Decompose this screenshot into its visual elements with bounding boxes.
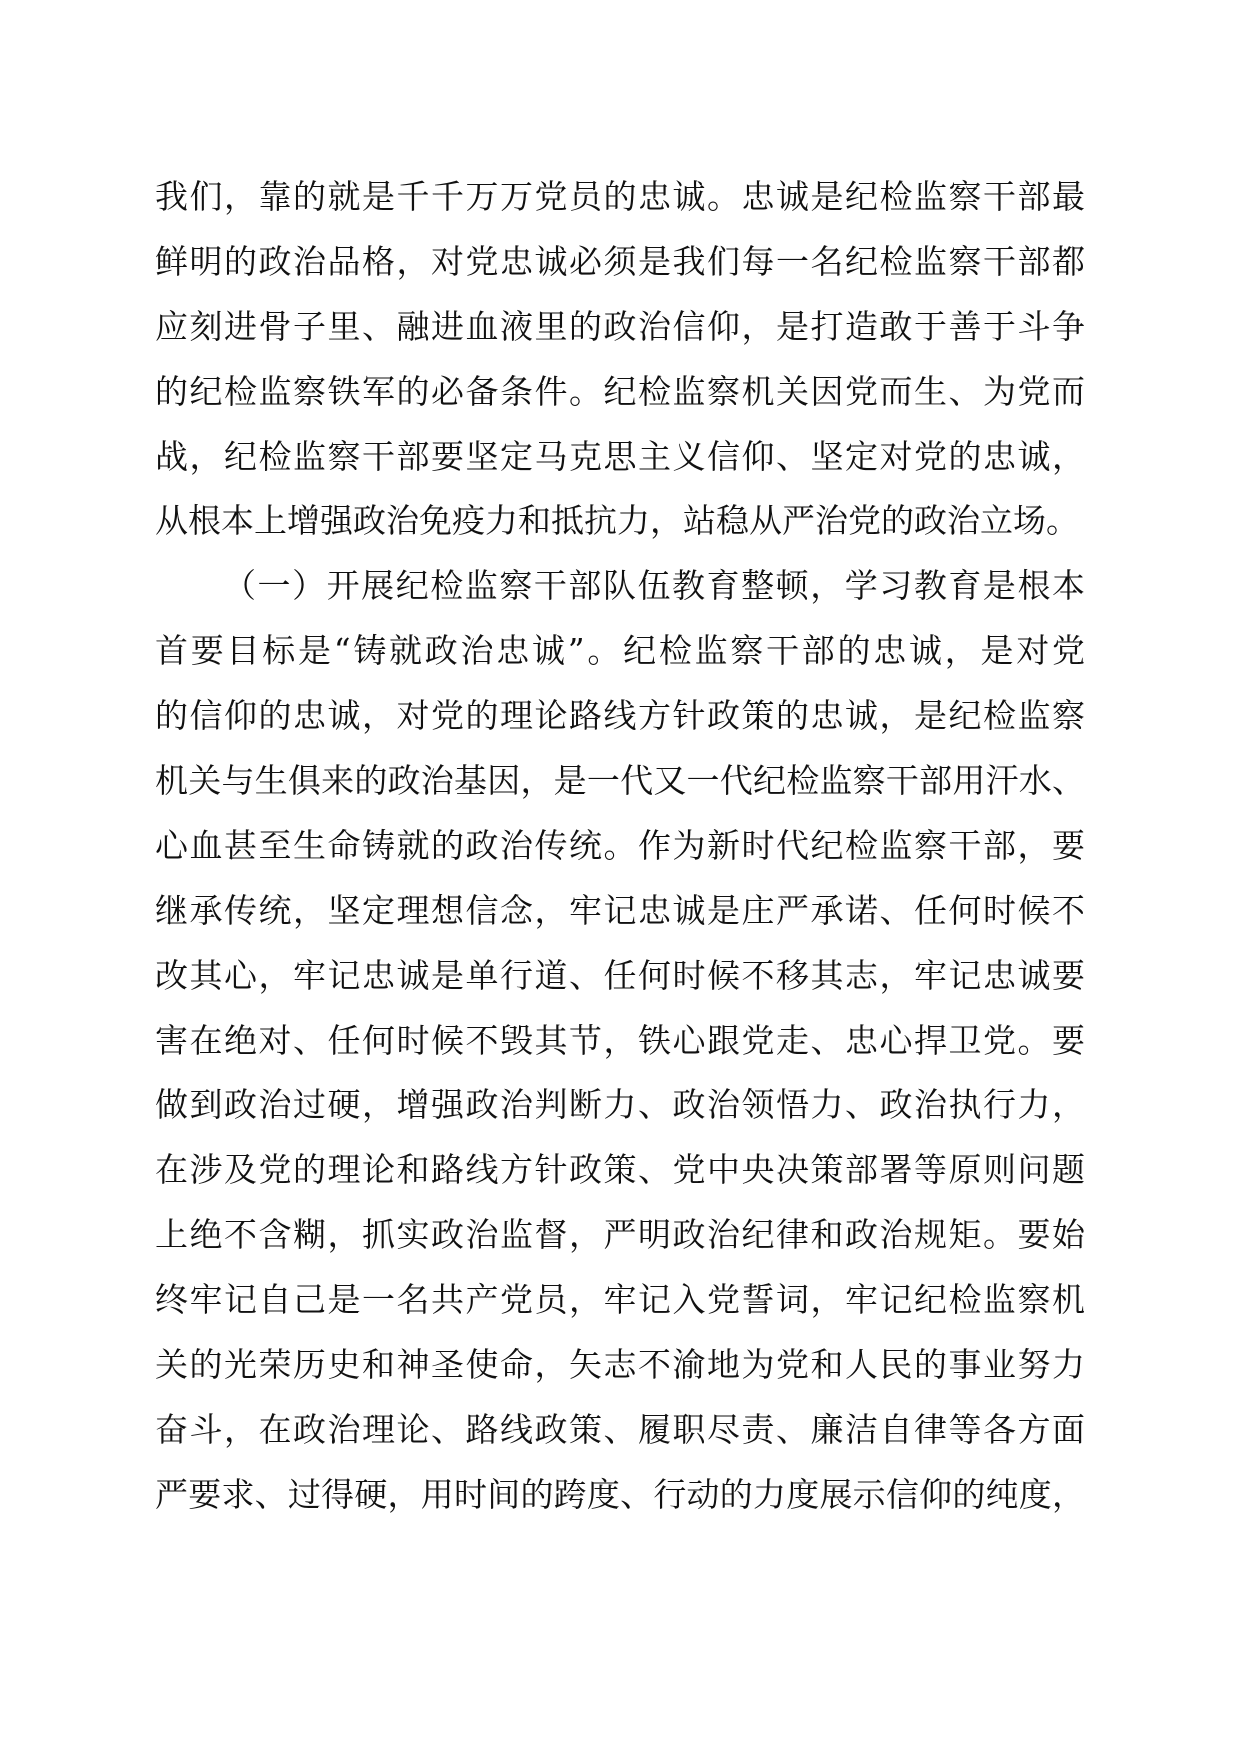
text-line: 在涉及党的理论和路线方针政策、党中央决策部署等原则问题	[155, 1150, 1085, 1190]
text-line: 的纪检监察铁军的必备条件。纪检监察机关因党而生、为党而	[155, 371, 1085, 411]
text-line: 继承传统，坚定理想信念，牢记忠诚是庄严承诺、任何时候不	[155, 890, 1085, 930]
text-line: 做到政治过硬，增强政治判断力、政治领悟力、政治执行力，	[155, 1085, 1085, 1125]
text-line: 鲜明的政治品格，对党忠诚必须是我们每一名纪检监察干部都	[155, 241, 1085, 281]
text-line: 关的光荣历史和神圣使命，矢志不渝地为党和人民的事业努力	[155, 1345, 1085, 1385]
text-line: 从根本上增强政治免疫力和抵抗力，站稳从严治党的政治立场。	[155, 501, 1079, 541]
text-line: 奋斗，在政治理论、路线政策、履职尽责、廉洁自律等各方面	[155, 1409, 1085, 1449]
text-line: 应刻进骨子里、融进血液里的政治信仰，是打造敢于善于斗争	[155, 306, 1085, 346]
text-line: 心血甚至生命铸就的政治传统。作为新时代纪检监察干部，要	[155, 825, 1085, 865]
body-text	[155, 165, 1085, 1528]
text-line: 严要求、过得硬，用时间的跨度、行动的力度展示信仰的纯度，	[155, 1474, 1085, 1514]
section-heading-line: （一）开展纪检监察干部队伍教育整顿，学习教育是根本	[223, 566, 1085, 606]
text-line: 的信仰的忠诚，对党的理论路线方针政策的忠诚，是纪检监察	[155, 696, 1085, 736]
text-line: 机关与生俱来的政治基因，是一代又一代纪检监察干部用汗水、	[155, 761, 1085, 801]
text-line: 战，纪检监察干部要坚定马克思主义信仰、坚定对党的忠诚，	[155, 436, 1085, 476]
text-line: 上绝不含糊，抓实政治监督，严明政治纪律和政治规矩。要始	[155, 1215, 1085, 1255]
text-line: 改其心，牢记忠诚是单行道、任何时候不移其志，牢记忠诚要	[155, 955, 1085, 995]
text-line: 我们，靠的就是千千万万党员的忠诚。忠诚是纪检监察干部最	[155, 177, 1085, 216]
text-line: 首要目标是“铸就政治忠诚”。纪检监察干部的忠诚，是对党	[155, 631, 1085, 671]
text-line: 终牢记自己是一名共产党员，牢记入党誓词，牢记纪检监察机	[155, 1280, 1085, 1320]
text-line: 害在绝对、任何时候不毁其节，铁心跟党走、忠心捍卫党。要	[155, 1020, 1085, 1060]
